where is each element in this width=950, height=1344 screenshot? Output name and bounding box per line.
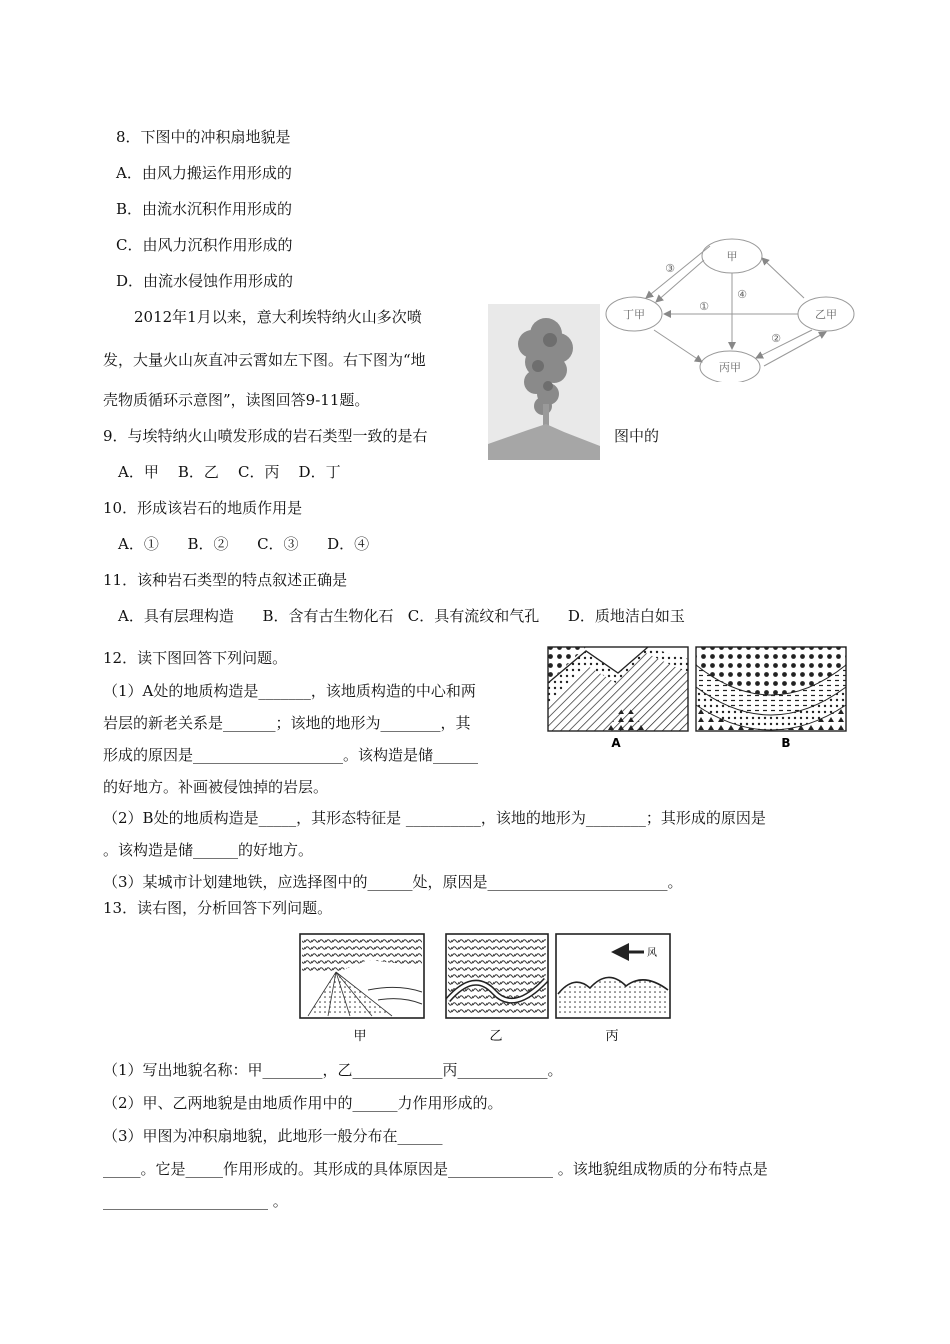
q12-part1-line1: （1）A处的地质构造是_______，该地质构造的中心和两 <box>103 682 476 700</box>
q13-part3-line2: _____。它是_____作用形成的。其形成的具体原因是______________ 。该地貌组成物质的分布特点是 <box>103 1160 768 1178</box>
q12-part3: （3）某城市计划建地铁，应选择图中的______处，原因是________________________。 <box>103 873 683 891</box>
structure-a-anticline <box>548 647 688 731</box>
wind-label: 风 <box>647 948 657 959</box>
cycle-arrow-2: ② <box>771 332 781 345</box>
q8-option-b: B．由流水沉积作用形成的 <box>116 200 293 218</box>
q8-stem: 8．下图中的冲积扇地貌是 <box>116 128 291 146</box>
q12-part2-line1: （2）B处的地质构造是_____，其形态特征是 __________，该地的地形为________；其形成的原因是 <box>103 809 766 827</box>
q9-stem-tail: 图中的 <box>614 427 660 445</box>
q12-stem: 12．读下图回答下列问题。 <box>103 649 288 667</box>
intro-line-1: 2012年1月以来，意大利埃特纳火山多次喷 <box>134 308 422 326</box>
structure-label-a: A <box>611 736 621 750</box>
q12-part1-line3: 形成的原因是____________________。该构造是储______ <box>103 746 479 764</box>
q10-stem: 10．形成该岩石的地质作用是 <box>103 499 303 517</box>
q13-part2: （2）甲、乙两地貌是由地质作用中的______力作用形成的。 <box>103 1094 503 1112</box>
cycle-arrow-1: ① <box>699 300 709 313</box>
q11-options: A．具有层理构造 B．含有古生物化石 C．具有流纹和气孔 D．质地洁白如玉 <box>118 607 685 625</box>
q8-option-a: A．由风力搬运作用形成的 <box>116 164 292 182</box>
structure-b-syncline <box>696 647 846 731</box>
intro-line-3: 壳物质循环示意图”，读图回答9-11题。 <box>103 391 370 409</box>
structure-label-b: B <box>781 736 791 750</box>
intro-line-2: 发，大量火山灰直冲云霄如左下图。右下图为“地 <box>103 351 426 369</box>
cycle-arrow-3: ③ <box>665 262 675 275</box>
rock-cycle-diagram <box>604 236 858 382</box>
q9-options: A．甲 B．乙 C．丙 D．丁 <box>118 463 341 481</box>
q13-part3-line3: ______________________ 。 <box>103 1192 288 1210</box>
landform-figure <box>298 930 674 1048</box>
q11-stem: 11．该种岩石类型的特点叙述正确是 <box>103 571 348 589</box>
landform-bing-dunes <box>556 934 670 1018</box>
landform-label-bing: 丙 <box>605 1029 619 1044</box>
q12-part2-line2: 。该构造是储______的好地方。 <box>103 841 314 859</box>
landform-label-yi: 乙 <box>489 1029 503 1044</box>
q9-stem: 9．与埃特纳火山喷发形成的岩石类型一致的是右 <box>103 427 428 445</box>
q8-option-c: C．由风力沉积作用形成的 <box>116 236 293 254</box>
cycle-node-jia: 甲 <box>726 250 738 263</box>
cycle-node-yi: 乙甲 <box>815 308 837 321</box>
q10-options: A．① B．② C．③ D．④ <box>118 535 370 553</box>
q13-stem: 13．读右图，分析回答下列问题。 <box>103 899 333 917</box>
volcano-eruption-photo <box>488 304 600 460</box>
q13-part3-line1: （3）甲图为冲积扇地貌，此地形一般分布在______ <box>103 1127 443 1145</box>
q8-option-d: D．由流水侵蚀作用形成的 <box>116 272 294 290</box>
landform-label-jia: 甲 <box>353 1029 367 1044</box>
cycle-arrow-4: ④ <box>737 288 747 301</box>
landform-yi-meander <box>446 934 548 1018</box>
q12-part1-line2: 岩层的新老关系是_______；该地的地形为________，其 <box>103 714 471 732</box>
q13-part1: （1）写出地貌名称：甲________，乙____________丙____________。 <box>103 1061 563 1079</box>
landform-jia-alluvial-fan <box>300 934 424 1018</box>
cycle-node-bing: 丙甲 <box>719 361 741 374</box>
q12-part1-line4: 的好地方。补画被侵蚀掉的岩层。 <box>103 778 329 796</box>
cycle-node-ding: 丁甲 <box>623 308 645 321</box>
geologic-structure-figure <box>546 643 848 755</box>
